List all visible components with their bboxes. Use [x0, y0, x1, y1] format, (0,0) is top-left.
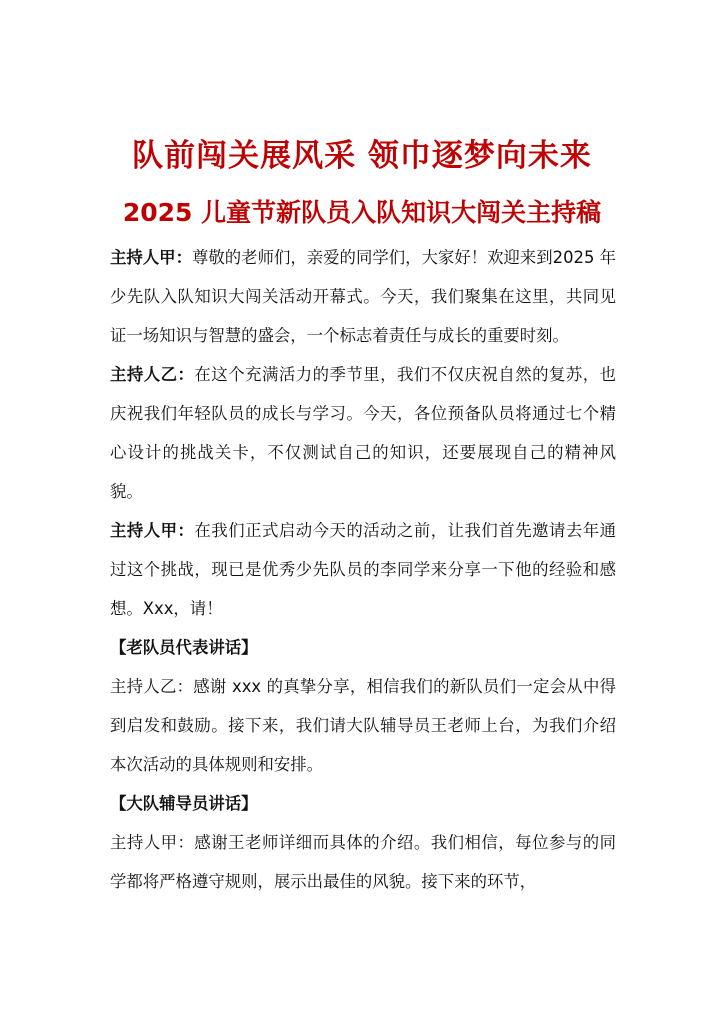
document-body — [110, 238, 616, 901]
speaker-label: 主持人乙： — [110, 365, 195, 384]
document-subtitle: 2025 儿童节新队员入队知识大闯关主持稿 — [122, 198, 602, 227]
speaker-label: 主持人甲： — [110, 521, 195, 540]
speaker-label: 主持人甲： — [110, 248, 192, 267]
paragraph-host-b-thanks: 主持人乙：感谢 xxx 的真挚分享，相信我们的新队员们一定会从中得到启发和鼓励。接下来，我们请大队辅导员王老师上台，为我们介绍本次活动的具体规则和安排。 — [110, 677, 616, 774]
paragraph-text: 尊敬的老师们，亲爱的同学们，大家好！欢迎来到2025 年少先队入队知识大闯关活动开幕式。今天，我们聚集在这里，共同见证一场知识与智慧的盛会，一个标志着责任与成长的重要时刻。 — [110, 248, 617, 345]
document-title: 队前闯关展风采 领巾逐梦向未来 — [132, 138, 592, 174]
paragraph-text: 在这个充满活力的季节里，我们不仅庆祝自然的复苏，也庆祝我们年轻队员的成长与学习。今天，各位预备队员将通过七个精心设计的挑战关卡，不仅测试自己的知识，还要展现自己的精神风貌。 — [110, 365, 617, 501]
paragraph-host-b — [110, 355, 616, 511]
paragraph-host-a-invite — [110, 511, 616, 628]
section-heading-counselor-speech: 【大队辅导员讲话】 — [110, 794, 258, 813]
paragraph-host-a-thanks: 主持人甲：感谢王老师详细而具体的介绍。我们相信，每位参与的同学都将严格遵守规则，展示出最佳的风貌。接下来的环节， — [110, 833, 616, 891]
section-heading-veteran-speech: 【老队员代表讲话】 — [110, 638, 258, 657]
paragraph-text: 在我们正式启动今天的活动之前，让我们首先邀请去年通过这个挑战，现已是优秀少先队员的李同学来分享一下他的经验和感想。Xxx，请！ — [110, 521, 617, 618]
paragraph-host-a-opening — [110, 238, 616, 355]
